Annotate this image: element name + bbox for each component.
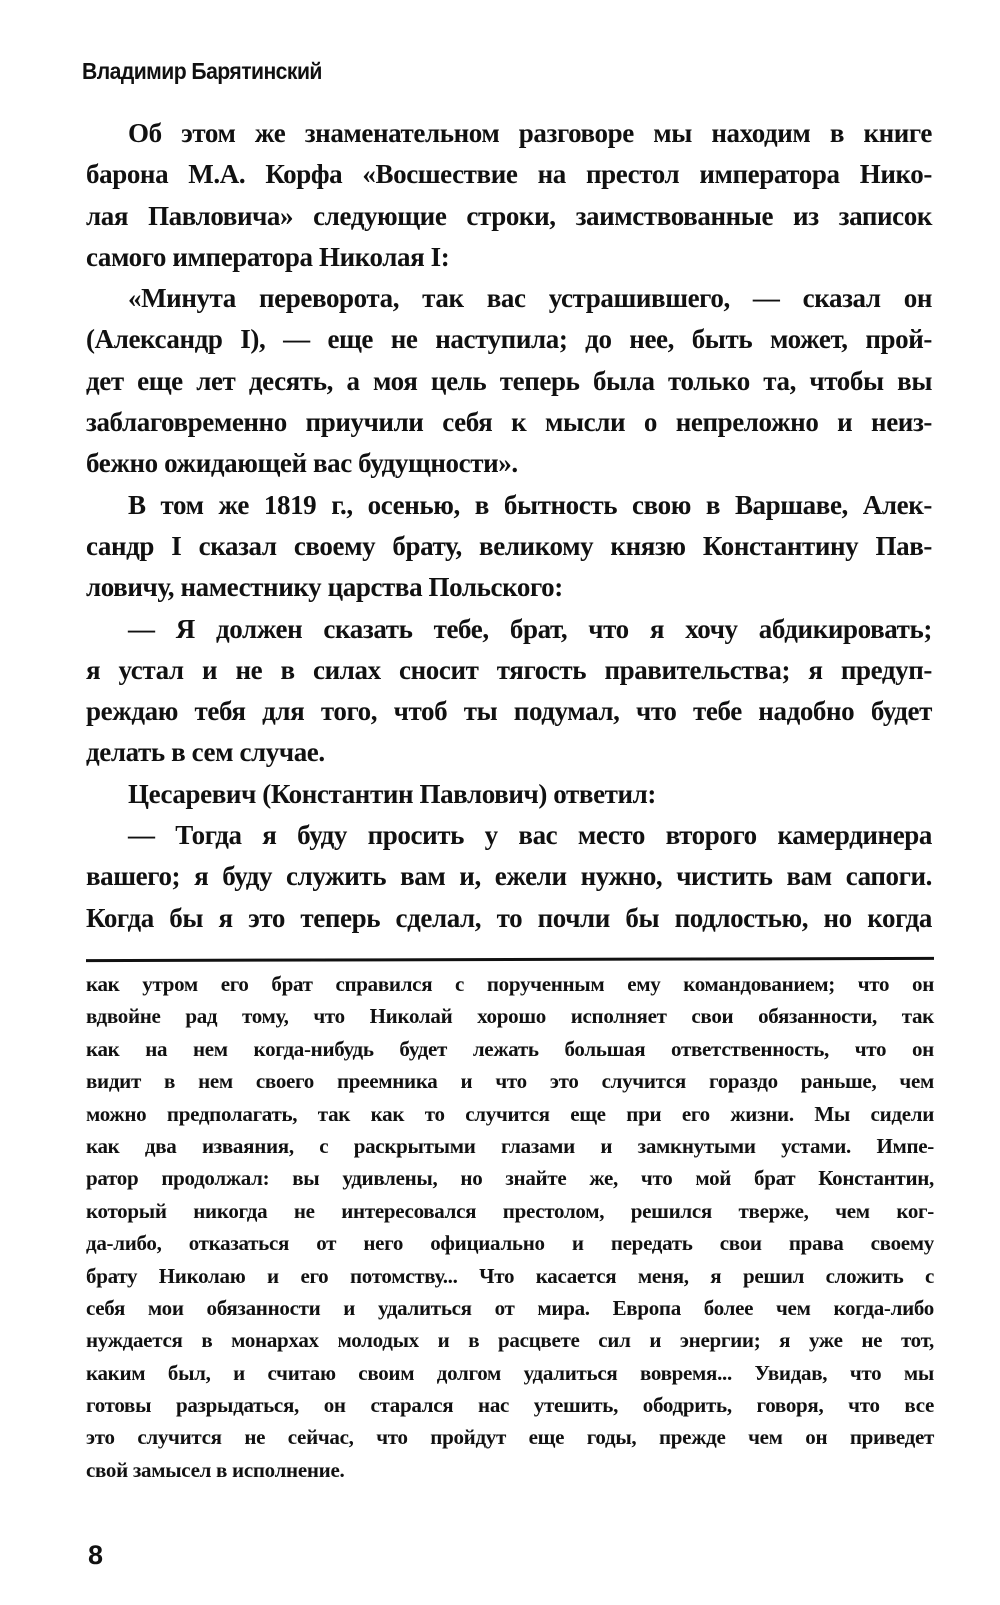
text-line: «Минута переворота, так вас устрашившего, — сказал он [128, 283, 932, 314]
text-line: — Я должен сказать тебе, брат, что я хочу абдикировать; [128, 613, 932, 644]
footnote-line: да-либо, отказаться от него официально и передать свои права своему [86, 1231, 934, 1256]
footnote-line: как утром его брат справился с порученным ему командованием; что он [86, 972, 934, 996]
footnote-line: каким был, и считаю своим долгом удалиться вовремя... Увидав, что мы [86, 1360, 934, 1385]
text-line: (Александр I), — еще не наступила; до нее, быть может, прой- [86, 324, 932, 355]
text-line: бежно ожидающей вас будущности». [86, 448, 518, 479]
footnote-text [86, 968, 934, 1486]
footnote-line: нуждается в монархах молодых и в расцвете сил и энергии; я уже не тот, [86, 1328, 934, 1353]
footnote-line: который никогда не интересовался престолом, решился тверже, чем ког- [86, 1198, 934, 1223]
footnote-line: можно предполагать, так как то случится еще при его жизни. Мы сидели [86, 1101, 934, 1126]
footnote-line: как два изваяния, с раскрытыми глазами и замкнутыми устами. Импе- [86, 1133, 934, 1158]
text-line: лая Павловича» следующие строки, заимствованные из записок [86, 200, 932, 231]
text-line: дет еще лет десять, а моя цель теперь была только та, чтобы вы [86, 365, 932, 396]
footnote-line: это случится не сейчас, что пройдут еще годы, прежде чем он приведет [86, 1425, 934, 1450]
text-line: реждаю тебя для того, чтоб ты подумал, что тебе надобно будет [86, 696, 932, 727]
footnote-line: готовы разрыдаться, он старался нас утешить, ободрить, говоря, что все [86, 1393, 934, 1418]
running-header-author: Владимир Барятинский [82, 58, 322, 84]
footnote-line: брату Николаю и его потомству... Что касается меня, я решил сложить с [86, 1263, 934, 1288]
text-line: — Тогда я буду просить у вас место второго камердинера [128, 820, 932, 851]
text-line: сандр I сказал своему брату, великому князю Константину Пав- [86, 530, 932, 561]
text-line: делать в сем случае. [86, 737, 325, 768]
text-line: Когда бы я это теперь сделал, то почли бы подлостью, но когда [86, 902, 932, 933]
text-line: заблаговременно приучили себя к мысли о непреложно и неиз- [86, 407, 932, 438]
text-line: Цесаревич (Константин Павлович) ответил: [128, 778, 657, 809]
footnote-divider [86, 957, 934, 962]
footnote-line: ратор продолжал: вы удивлены, но знайте же, что мой брат Константин, [86, 1166, 934, 1191]
text-line: В том же 1819 г., осенью, в бытность свою в Варшаве, Алек- [128, 489, 932, 520]
footnote-line: вдвойне рад тому, что Николай хорошо исполняет свои обязанности, так [86, 1004, 934, 1029]
text-line: Об этом же знаменательном разговоре мы находим в книге [128, 118, 932, 148]
footnote-line: свой замысел в исполнение. [86, 1457, 345, 1482]
footnote-line: видит в нем своего преемника и что это случится гораздо раньше, чем [86, 1069, 934, 1094]
footnote-line: себя мои обязанности и удалиться от мира. Европа более чем когда-либо [86, 1295, 934, 1320]
footnote-line: как на нем когда-нибудь будет лежать большая ответственность, что он [86, 1036, 934, 1061]
text-line: вашего; я буду служить вам и, ежели нужно, чистить вам сапоги. [86, 861, 932, 892]
text-line: самого императора Николая I: [86, 241, 450, 272]
page-number: 8 [88, 1540, 104, 1570]
main-text [86, 113, 932, 939]
text-line: я устал и не в силах сносит тягость правительства; я предуп- [86, 654, 932, 685]
text-line: барона М.А. Корфа «Восшествие на престол императора Нико- [86, 159, 932, 190]
text-line: ловичу, наместнику царства Польского: [86, 572, 563, 603]
